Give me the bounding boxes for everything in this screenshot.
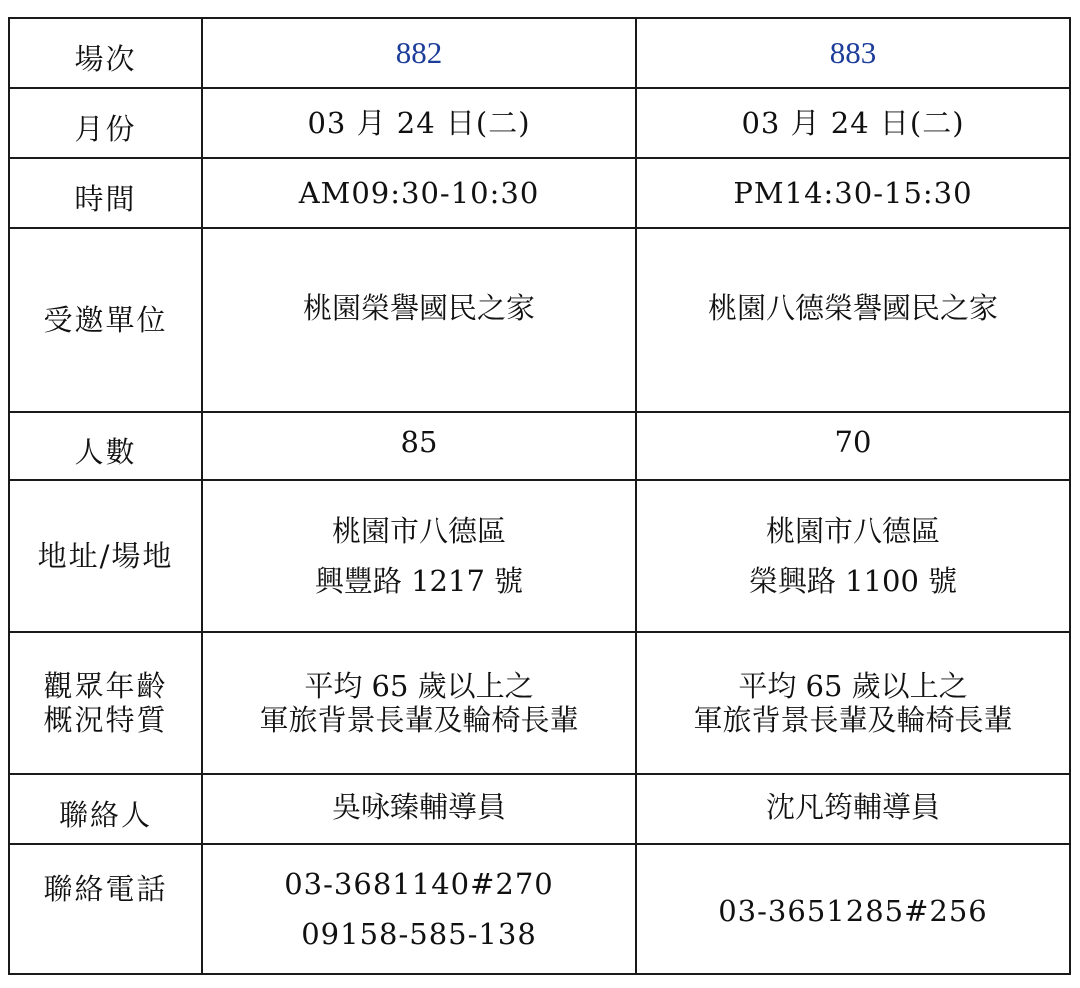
address-882 [202, 480, 636, 632]
session-883: 883 [636, 18, 1070, 88]
phone-882-line-2: 09158-585-138 [301, 917, 537, 951]
row-phone [9, 844, 1070, 974]
label-address: 地址/場地 [9, 480, 202, 632]
contact-882: 吳咏臻輔導員 [202, 774, 636, 844]
address-882-line-1: 桃園市八德區 [331, 514, 506, 548]
date-883: 03 月 24 日(二) [636, 88, 1070, 158]
audience-882-line-2: 軍旅背景長輩及輪椅長輩 [259, 703, 579, 737]
label-time: 時間 [9, 158, 202, 228]
address-883 [636, 480, 1070, 632]
schedule-table [8, 17, 1071, 975]
audience-882 [202, 632, 636, 774]
audience-883 [636, 632, 1070, 774]
label-audience [9, 632, 202, 774]
label-unit: 受邀單位 [9, 228, 202, 412]
row-contact [9, 774, 1070, 844]
label-people: 人數 [9, 412, 202, 480]
row-unit [9, 228, 1070, 412]
unit-883: 桃園八德榮譽國民之家 [636, 228, 1070, 412]
address-883-line-1: 桃園市八德區 [765, 514, 940, 548]
phone-882-line-1: 03-3681140#270 [284, 867, 554, 901]
label-phone: 聯絡電話 [9, 844, 202, 974]
phone-883-line-1: 03-3651285#256 [718, 893, 988, 928]
unit-882: 桃園榮譽國民之家 [202, 228, 636, 412]
audience-882-line-1: 平均 65 歲以上之 [304, 669, 534, 703]
row-time [9, 158, 1070, 228]
label-contact: 聯絡人 [9, 774, 202, 844]
people-882: 85 [202, 412, 636, 480]
label-session: 場次 [9, 18, 202, 88]
row-address [9, 480, 1070, 632]
row-people [9, 412, 1070, 480]
address-883-line-2: 榮興路 1100 號 [748, 564, 958, 598]
audience-883-line-1: 平均 65 歲以上之 [738, 669, 968, 703]
row-month [9, 88, 1070, 158]
audience-883-line-2: 軍旅背景長輩及輪椅長輩 [693, 703, 1013, 737]
phone-883 [636, 844, 1070, 974]
address-882-line-2: 興豐路 1217 號 [314, 564, 524, 598]
phone-882 [202, 844, 636, 974]
row-audience [9, 632, 1070, 774]
label-audience-line-2: 概況特質 [43, 703, 168, 737]
time-883: PM14:30-15:30 [636, 158, 1070, 228]
row-session [9, 18, 1070, 88]
session-882: 882 [202, 18, 636, 88]
contact-883: 沈凡筠輔導員 [636, 774, 1070, 844]
label-audience-line-1: 觀眾年齡 [43, 669, 168, 703]
time-882: AM09:30-10:30 [202, 158, 636, 228]
label-month: 月份 [9, 88, 202, 158]
date-882: 03 月 24 日(二) [202, 88, 636, 158]
people-883: 70 [636, 412, 1070, 480]
